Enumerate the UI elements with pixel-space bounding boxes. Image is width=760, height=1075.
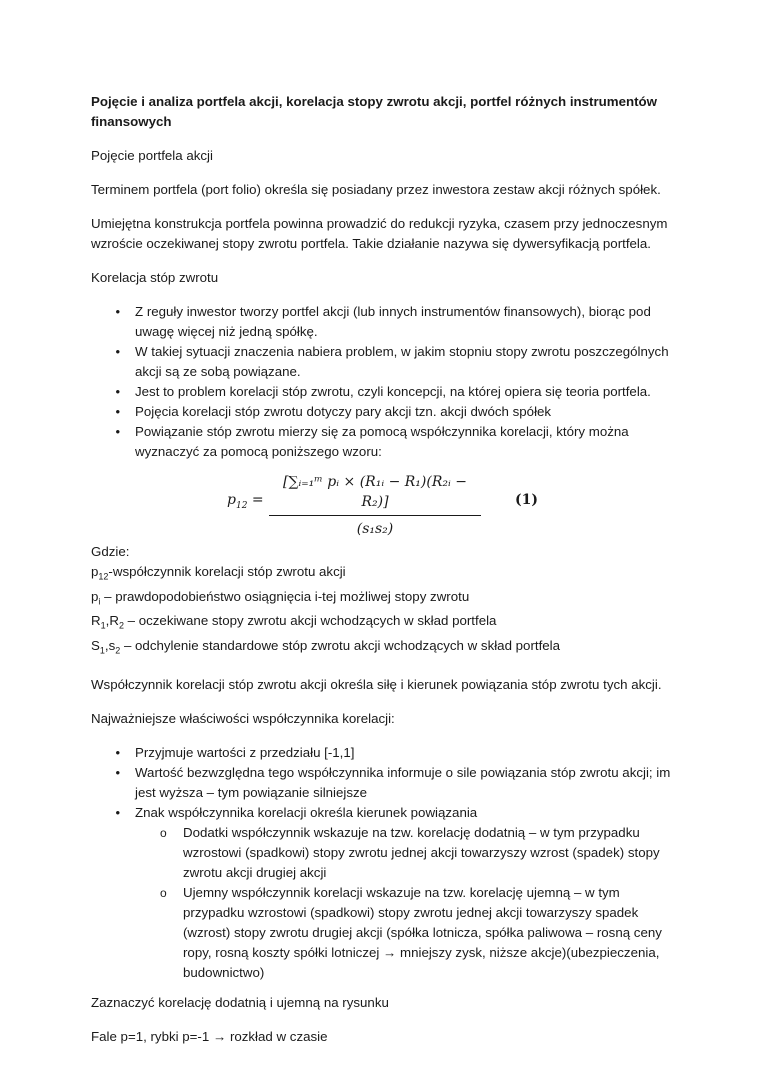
list-item: • Przyjmuje wartości z przedziału [-1,1]: [91, 743, 681, 763]
list-item: • Znak współczynnika korelacji określa kierunek powiązania o Dodatki współczynnik wskazuje na tzw. korelację dodatnią – w tym przypadku wzrostowi (spadkowi) stopy zwrotu jednej akcji towarzyszy wzrost (spadek) stopy zwrotu akcji drugiej akcji o Ujemny współczynnik korelacji wskazuje na tzw. korelację ujemną – w tym przypadku wzrostowi (spadkowi) stopy zwrotu jednej akcji towarzyszy spadek (wzrost) stopy zwrotu drugiej akcji (spółka lotnicza, spółka paliwowa – rosną ceny ropy, rosną koszty spółki lotniczej → mniejszy zysk, niższe akcje)(ubezpieczenia, budownictwo): [91, 803, 681, 983]
paragraph-diversification: Umiejętna konstrukcja portfela powinna prowadzić do redukcji ryzyka, czasem przy jednoczesnym wzroście oczekiwanej stopy zwrotu portfela. Takie działanie nazywa się dywersyfikacją portfela.: [91, 216, 668, 251]
where-label: Gdzie:: [91, 544, 130, 559]
list-item: • Wartość bezwzględna tego współczynnika informuje o sile powiązania stóp zwrotu akcji; im jest wyższa – tym powiązanie silniejsze: [91, 763, 681, 803]
paragraph-note-figure: Zaznaczyć korelację dodatnią i ujemną na rysunku: [91, 994, 389, 1010]
correlation-formula: [91, 472, 681, 537]
section-heading-korelacja: Korelacja stóp zwrotu: [91, 270, 219, 285]
paragraph-portfel-definition: Terminem portfela (port folio) określa się posiadany przez inwestora zestaw akcji różnych spółek.: [91, 182, 661, 197]
sign-sub-list: [135, 823, 681, 983]
definition-s: $S_1,s_2$ – odchylenie standardowe stóp zwrotu akcji wchodzących w skład portfela: [91, 637, 561, 656]
formula-fraction: [269, 472, 481, 539]
list-item: • W takiej sytuacji znaczenia nabiera problem, w jakim stopniu stopy zwrotu poszczególnych akcji są ze sobą powiązane.: [91, 342, 681, 382]
correlation-bullet-list: [91, 302, 681, 462]
sub-list-item: o Dodatki współczynnik wskazuje na tzw. korelację dodatnią – w tym przypadku wzrostowi (spadkowi) stopy zwrotu jednej akcji towarzyszy wzrost (spadek) stopy zwrotu akcji drugiej akcji: [91, 823, 681, 883]
list-item: • Jest to problem korelacji stóp zwrotu, czyli koncepcji, na której opiera się teoria portfela.: [91, 382, 681, 402]
section-heading-portfel: Pojęcie portfela akcji: [91, 148, 213, 163]
sub-list-item: o Ujemny współczynnik korelacji wskazuje na tzw. korelację ujemną – w tym przypadku wzrostowi (spadkowi) stopy zwrotu jednej akcji towarzyszy spadek (wzrost) stopy zwrotu drugiej akcji (spółka lotnicza, spółka paliwowa – rosną ceny ropy, rosną koszty spółki lotniczej → mniejszy zysk, niższe akcje)(ubezpieczenia, budownictwo): [91, 883, 681, 983]
list-item: • Z reguły inwestor tworzy portfel akcji (lub innych instrumentów finansowych), biorąc pod uwagę więcej niż jedną spółkę.: [91, 302, 681, 342]
definitions-block: [91, 542, 681, 661]
definition-pi: $p_i$ – prawdopodobieństwo osiągnięcia i-tej możliwej stopy zwrotu: [91, 588, 470, 607]
formula-numerator: [∑ᵢ₌₁ᵐ pᵢ × (R₁ᵢ − R₁)(R₂ᵢ − R₂)]: [269, 472, 481, 516]
document-title: Pojęcie i analiza portfela akcji, korelacja stopy zwrotu akcji, portfel różnych instrumentów finansowych: [91, 94, 658, 129]
list-item: • Pojęcia korelacji stóp zwrotu dotyczy pary akcji tzn. akcji dwóch spółek: [91, 402, 681, 422]
paragraph-properties-heading: Najważniejsze właściwości współczynnika korelacji:: [91, 710, 395, 726]
formula-denominator: (s₁s₂): [356, 521, 394, 537]
paragraph-note-waves: Fale p=1, rybki p=-1 → rozkład w czasie: [91, 1028, 328, 1044]
document-page: [91, 92, 681, 1061]
formula-lhs: $p_{12}$ =: [227, 492, 264, 511]
properties-bullet-list: [91, 743, 681, 983]
paragraph-coefficient-meaning: Współczynnik korelacji stóp zwrotu akcji określa siłę i kierunek powiązania stóp zwrotu tych akcji.: [91, 676, 662, 692]
equation-number: (1): [515, 492, 538, 508]
definition-p12: $p_{12}$-współczynnik korelacji stóp zwrotu akcji: [91, 564, 346, 582]
definition-r: $R_1,R_2$ – oczekiwane stopy zwrotu akcji wchodzących w skład portfela: [91, 613, 497, 631]
list-item: • Powiązanie stóp zwrotu mierzy się za pomocą współczynnika korelacji, który można wyznaczyć za pomocą poniższego wzoru:: [91, 422, 681, 462]
